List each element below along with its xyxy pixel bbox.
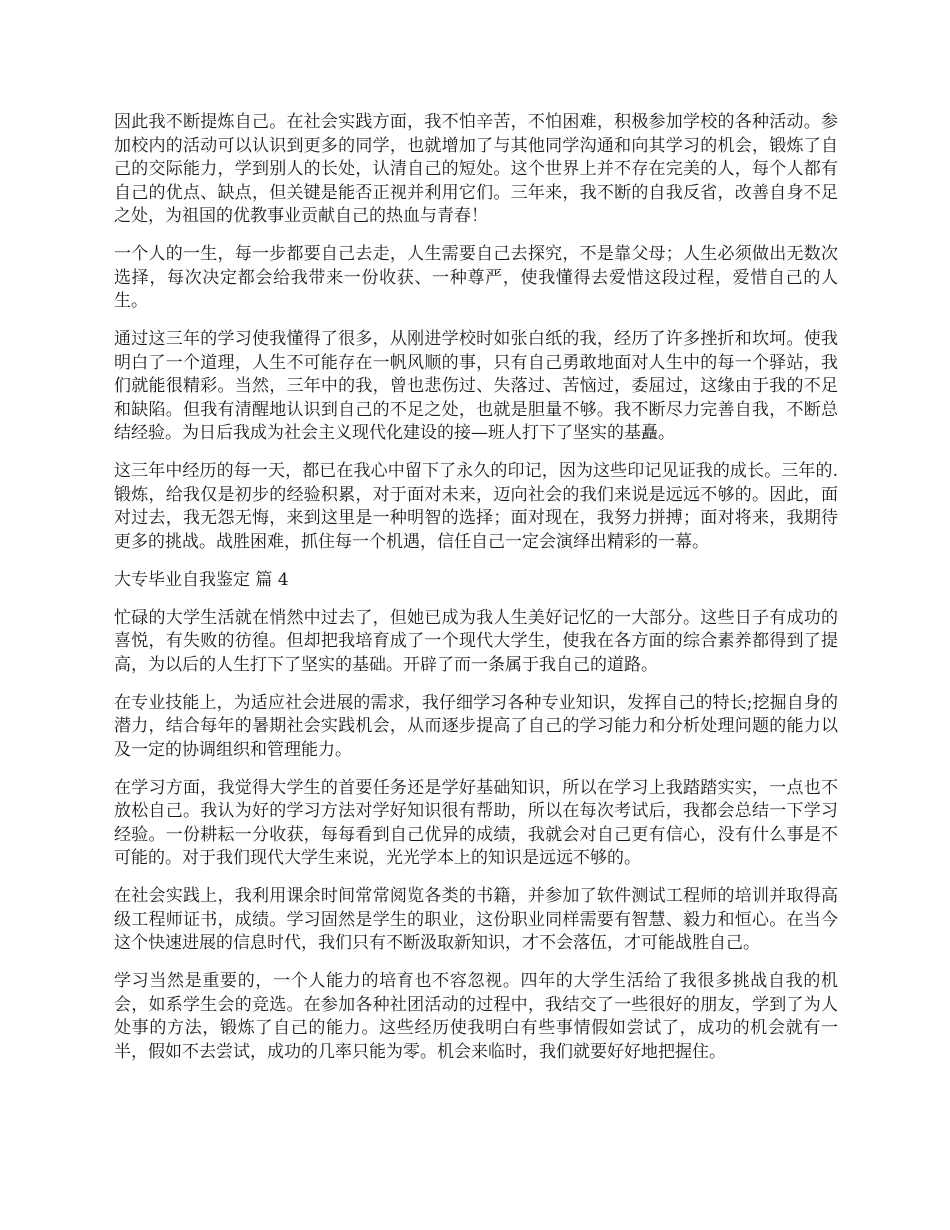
paragraph-life-choices: 一个人的一生，每一步都要自己去走，人生需要自己去探究，不是靠父母；人生必须做出无数次选择，每次决定都会给我带来一份收获、一种尊严，使我懂得去爱惜这段过程，爱惜自己的人生。 (114, 244, 838, 311)
paragraph-ability-cultivation: 学习当然是重要的，一个人能力的培育也不容忽视。四年的大学生活给了我很多挑战自我的机会，如系学生会的竞选。在参加各种社团活动的过程中，我结交了一些很好的朋友，学到了为人处事的方法，锻炼了自己的能力。这些经历使我明白有些事情假如尝试了，成功的机会就有一半，假如不去尝试，成功的几率只能为零。机会来临时，我们就要好好地把握住。 (114, 971, 838, 1062)
paragraph-practice: 因此我不断提炼自己。在社会实践方面，我不怕辛苦，不怕困难，积极参加学校的各种活动。参加校内的活动可以认识到更多的同学，也就增加了与其他同学沟通和向其学习的机会，锻炼了自己的交际能力，学到别人的长处，认清自己的短处。这个世界上并不存在完美的人，每个人都有自己的优点、缺点，但关键是能否正视并利用它们。三年来，我不断的自我反省，改善自身不足之处，为祖国的优教事业贡献自己的热血与青春！ (114, 112, 838, 226)
paragraph-busy-college-life: 忙碌的大学生活就在悄然中过去了，但她已成为我人生美好记忆的一大部分。这些日子有成功的喜悦，有失败的彷徨。但却把我培育成了一个现代大学生，使我在各方面的综合素养都得到了提高，为以后的人生打下了坚实的基础。开辟了而一条属于我自己的道路。 (114, 607, 838, 675)
paragraph-three-years-study: 通过这三年的学习使我懂得了很多，从刚进学校时如张白纸的我，经历了许多挫折和坎坷。使我明白了一个道理，人生不可能存在一帆风顺的事，只有自己勇敢地面对人生中的每一个驿站，我们就能很精彩。当然，三年中的我，曾也悲伤过、失落过、苦恼过，委屈过，这缘由于我的不足和缺陷。但我有清醒地认识到自己的不足之处，也就是胆量不够。我不断尽力完善自我，不断总结经验。为日后我成为社会主义现代化建设的接—班人打下了坚实的基矗。 (114, 329, 838, 443)
paragraph-every-day: 这三年中经历的每一天，都已在我心中留下了永久的印记，因为这些印记见证我的成长。三年的.锻炼，给我仅是初步的经验积累，对于面对未来，迈向社会的我们来说是远远不够的。因此，面对过去，我无怨无悔，来到这里是一种明智的选择；面对现在，我努力拼搏；面对将来，我期待更多的挑战。战胜困难，抓住每一个机遇，信任自己一定会演绎出精彩的一幕。 (114, 461, 838, 552)
section-heading: 大专毕业自我鉴定 篇 4 (114, 569, 289, 590)
paragraph-professional-skills: 在专业技能上，为适应社会进展的需求，我仔细学习各种专业知识，发挥自己的特长;挖掘自身的潜力，结合每年的暑期社会实践机会，从而逐步提高了自己的学习能力和分析处理问题的能力以及一定的协调组织和管理能力。 (114, 692, 838, 760)
document-page (114, 111, 838, 1079)
paragraph-social-practice: 在社会实践上，我利用课余时间常常阅览各类的书籍，并参加了软件测试工程师的培训并取得高级工程师证书，成绩。学习固然是学生的职业，这份职业同样需要有智慧、毅力和恒心。在当今这个快速进展的信息时代，我们只有不断汲取新知识，才不会落伍，才可能战胜自己。 (114, 886, 838, 953)
paragraph-study-aspect: 在学习方面，我觉得大学生的首要任务还是学好基础知识，所以在学习上我踏踏实实，一点也不放松自己。我认为好的学习方法对学好知识很有帮助，所以在每次考试后，我都会总结一下学习经验。一份耕耘一分收获，每每看到自己优异的成绩，我就会对自己更有信心，没有什么事是不可能的。对于我们现代大学生来说，光光学本上的知识是远远不够的。 (114, 777, 838, 868)
